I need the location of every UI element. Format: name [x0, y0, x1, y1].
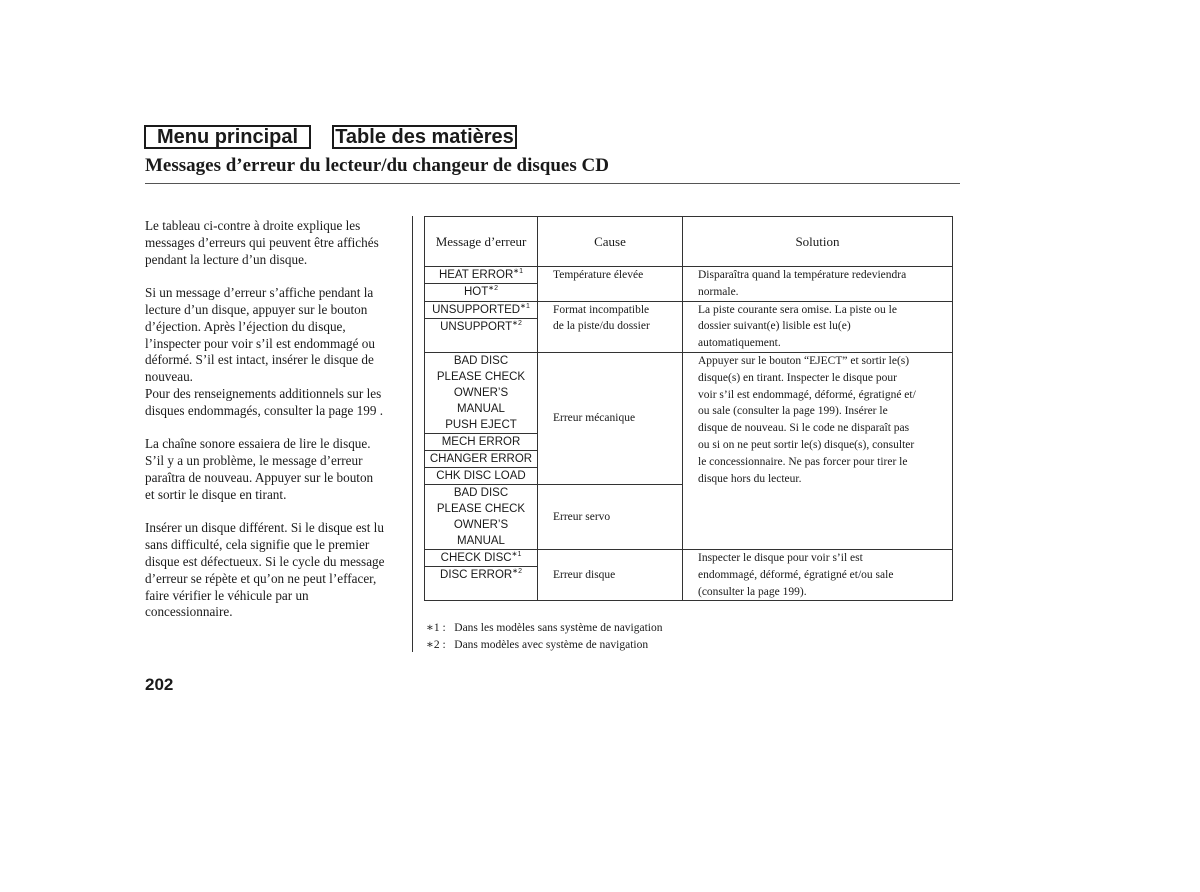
- table-row: [425, 352, 953, 484]
- table-des-matieres-button[interactable]: Table des matières: [332, 125, 517, 149]
- paragraph: La chaîne sonore essaiera de lire le disque. S’il y a un problème, le message d’erreur paraîtra de nouveau. Appuyer sur le bouton et sortir le disque en tirant.: [145, 436, 374, 502]
- paragraph: Si un message d’erreur s’affiche pendant la lecture d’un disque, appuyer sur le bouton d’éjection. Après l’éjection du disque, l’inspecter pour voir s’il est endommagé ou déformé. S’il est intact, insérer le disque de nouveau. Pour des renseignements additionnels sur les disques endommagés, consulter la page 199 .: [145, 285, 384, 418]
- error-table: [424, 216, 953, 601]
- message-cell: [425, 549, 538, 600]
- error-message: CHECK $DISC^{∗1}$: [425, 550, 537, 567]
- message-cell: [425, 484, 538, 549]
- title-divider: [145, 183, 960, 184]
- footnote: ∗2 : Dans modèles avec système de navigation: [426, 639, 649, 651]
- table-row: [425, 267, 953, 302]
- error-message: PLEASE CHECK: [436, 370, 526, 383]
- error-message: OWNER’S: [453, 386, 509, 399]
- message-cell: [425, 352, 538, 484]
- footnotes: [426, 620, 826, 654]
- error-message: CHK DISC LOAD: [436, 469, 526, 482]
- error-message: BAD DISC: [453, 486, 509, 499]
- solution-cell: Inspecter le disque pour voir s’il est endommagé, déformé, égratigné et/ou sale (consulter la page 199).: [683, 549, 953, 600]
- solution-cell: Disparaîtra quand la température redeviendra normale.: [683, 267, 953, 302]
- solution-cell: Appuyer sur le bouton “EJECT” et sortir le(s) disque(s) en tirant. Inspecter le disque pour voir s’il est endommagé, déformé, égratigné et/ ou sale (consulter la page 199). Insérer le disque de nouveau. Si le code ne disparaît pas ou si on ne peut sortir le(s) disque(s), consulter le concessionnaire. Ne pas forcer pour tirer le disque hors du lecteur.: [683, 352, 953, 549]
- message-cell: [425, 267, 538, 302]
- error-message: HEAT $ERROR^{∗1}$: [425, 267, 537, 284]
- error-message: PUSH EJECT: [425, 417, 537, 434]
- table-header-row: [425, 217, 953, 267]
- cause-cell: Température élevée: [538, 267, 683, 302]
- page-title: Messages d’erreur du lecteur/du changeur de disques CD: [145, 155, 609, 176]
- error-message: $HOT^{∗2}$: [463, 285, 499, 298]
- solution-cell: La piste courante sera omise. La piste ou le dossier suivant(e) lisible est lu(e) automatiquement.: [683, 301, 953, 352]
- header-cause: Cause: [538, 217, 683, 267]
- paragraph: Insérer un disque différent. Si le disque est lu sans difficulté, cela signifie que le premier disque est défectueux. Si le cycle du message d’erreur se répète et qu’on ne peut l’effacer, faire vérifier le véhicule par un concessionnaire.: [145, 520, 385, 620]
- page-number: 202: [145, 675, 174, 694]
- error-message: CHANGER ERROR: [425, 451, 537, 468]
- error-message: OWNER’S: [453, 518, 509, 531]
- menu-principal-button[interactable]: Menu principal: [144, 125, 311, 149]
- error-message: $UNSUPPORTED^{∗1}$: [425, 302, 537, 319]
- cause-cell: Erreur disque: [538, 549, 683, 600]
- error-message: MANUAL: [457, 534, 505, 547]
- table-row: [425, 549, 953, 600]
- column-divider: [412, 216, 413, 652]
- cause-cell: Erreur servo: [538, 484, 683, 549]
- table-row: [425, 301, 953, 352]
- message-cell: [425, 301, 538, 352]
- error-message: DISC $ERROR^{∗2}$: [440, 568, 522, 581]
- error-message: MANUAL: [457, 402, 505, 415]
- cause-cell: Erreur mécanique: [538, 352, 683, 484]
- header-solution: Solution: [683, 217, 953, 267]
- cause-cell: Format incompatible de la piste/du dossier: [538, 301, 683, 352]
- error-message: PLEASE CHECK: [436, 502, 526, 515]
- intro-text: [145, 218, 407, 638]
- paragraph: Le tableau ci-contre à droite explique les messages d’erreurs qui peuvent être affichés pendant la lecture d’un disque.: [145, 218, 379, 267]
- error-message: $UNSUPPORT^{∗2}$: [440, 319, 522, 333]
- header-message: Message d’erreur: [425, 217, 538, 267]
- error-message: BAD DISC: [453, 354, 509, 367]
- footnote: ∗1 : Dans les modèles sans système de navigation: [426, 622, 663, 634]
- error-message: MECH ERROR: [425, 434, 537, 451]
